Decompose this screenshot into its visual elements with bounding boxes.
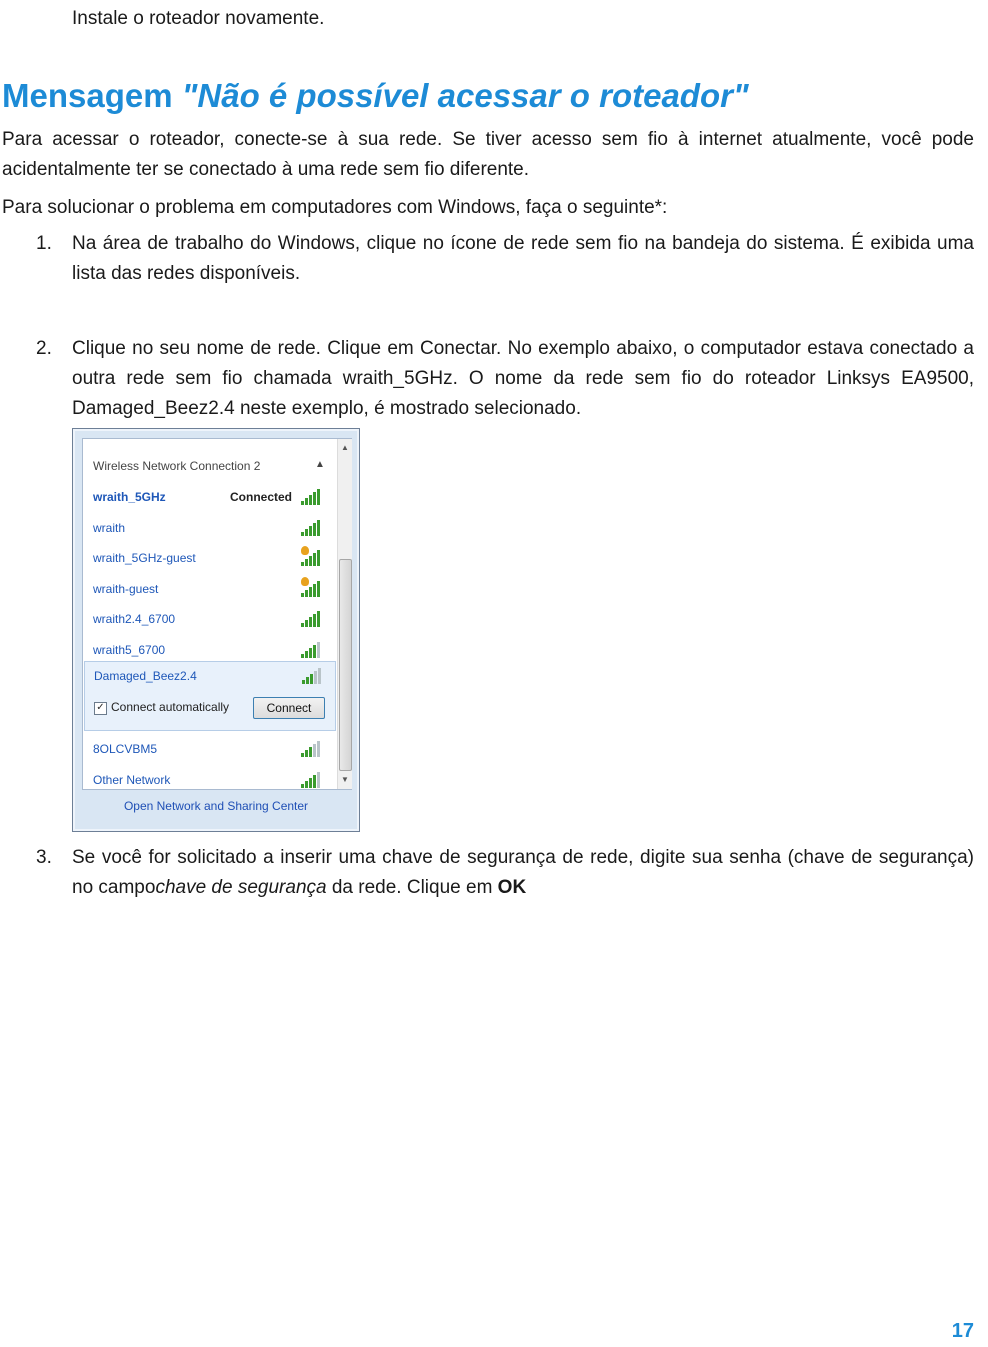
wireless-networks-flyout: [72, 428, 360, 832]
heading-quoted: "Não é possível acessar o roteador": [181, 77, 749, 114]
section-heading: [2, 74, 749, 118]
step-2: [36, 334, 974, 424]
signal-strength-icon: [302, 668, 324, 684]
network-list: [83, 439, 335, 789]
connect-button[interactable]: Connect: [253, 697, 325, 719]
scroll-down-arrow-icon[interactable]: ▼: [341, 775, 349, 784]
connection-status: Connected: [230, 490, 293, 504]
step-text: Na área de trabalho do Windows, clique no ícone de rede sem fio na bandeja do sistema. É exibida uma lista das redes disponíveis.: [72, 233, 974, 284]
network-name: wraith_5GHz-guest: [93, 551, 196, 565]
step-text-bold: OK: [497, 877, 527, 898]
open-network-sharing-center-link[interactable]: Open Network and Sharing Center: [123, 799, 309, 813]
connect-automatically-checkbox[interactable]: ✓: [94, 702, 107, 715]
heading-prefix: Mensagem: [2, 77, 182, 114]
step-number: 3.: [36, 847, 52, 868]
signal-strength-icon: [301, 489, 323, 505]
instruction-paragraph: Para solucionar o problema em computadores com Windows, faça o seguinte*:: [2, 197, 668, 218]
step-number: 1.: [36, 233, 52, 254]
signal-strength-icon: [301, 772, 323, 788]
step-text: [72, 843, 974, 903]
scrollbar-thumb[interactable]: [339, 559, 352, 771]
network-name: wraith: [93, 521, 126, 535]
network-list-scrollbar[interactable]: [337, 439, 352, 789]
step-number: 2.: [36, 338, 52, 359]
signal-strength-icon: [301, 550, 323, 566]
selected-network-damaged-beez[interactable]: [84, 661, 336, 731]
page-number: 17: [951, 1320, 974, 1342]
network-name: wraith-guest: [93, 582, 159, 596]
network-name: Damaged_Beez2.4: [94, 669, 197, 683]
network-name: wraith_5GHz: [93, 490, 166, 504]
step-text-before: Se você for solicitado a inserir uma chave de segurança de rede, digite sua senha (chave de segurança) no campo: [72, 847, 974, 898]
scroll-up-arrow-icon[interactable]: ▲: [341, 443, 349, 452]
step-text-after: da rede. Clique em: [326, 877, 498, 898]
connection-header: Wireless Network Connection 2: [93, 459, 261, 473]
step-text-emphasis: chave de segurança: [155, 877, 327, 898]
network-name: wraith5_6700: [93, 643, 166, 657]
network-row-wraith-5ghz[interactable]: [83, 483, 335, 513]
chevron-up-icon[interactable]: ▲: [315, 459, 325, 470]
step-3: [36, 843, 974, 903]
signal-strength-icon: [301, 581, 323, 597]
connect-automatically-label: Connect automatically: [111, 700, 230, 714]
lead-sentence: Instale o roteador novamente.: [72, 8, 325, 29]
step-1: [36, 229, 974, 289]
network-row-wraith[interactable]: [83, 514, 335, 544]
signal-strength-icon: [301, 520, 323, 536]
network-row-wraith-guest[interactable]: [83, 575, 335, 605]
intro-paragraph: Para acessar o roteador, conecte-se à sua rede. Se tiver acesso sem fio à internet atualmente, você pode acidentalmente ter se conectado à uma rede sem fio diferente.: [2, 129, 974, 180]
network-row-wraith2-4-6700[interactable]: [83, 605, 335, 635]
network-row-other-network[interactable]: [83, 766, 335, 796]
network-list-panel: [82, 438, 352, 790]
signal-strength-icon: [301, 741, 323, 757]
network-name: Other Network: [93, 773, 171, 787]
signal-strength-icon: [301, 611, 323, 627]
network-row-wraith-5ghz-guest[interactable]: [83, 544, 335, 574]
step-text: Clique no seu nome de rede. Clique em Conectar. No exemplo abaixo, o computador estava conectado a outra rede sem fio chamada wraith_5GHz. O nome da rede sem fio do roteador Linksys EA9500, Damaged_Beez2.4 neste exemplo, é mostrado selecionado.: [72, 338, 974, 419]
network-name: 8OLCVBM5: [93, 742, 158, 756]
signal-strength-icon: [301, 642, 323, 658]
network-row-8olcvbm5[interactable]: [83, 735, 335, 765]
network-name: wraith2.4_6700: [93, 612, 176, 626]
